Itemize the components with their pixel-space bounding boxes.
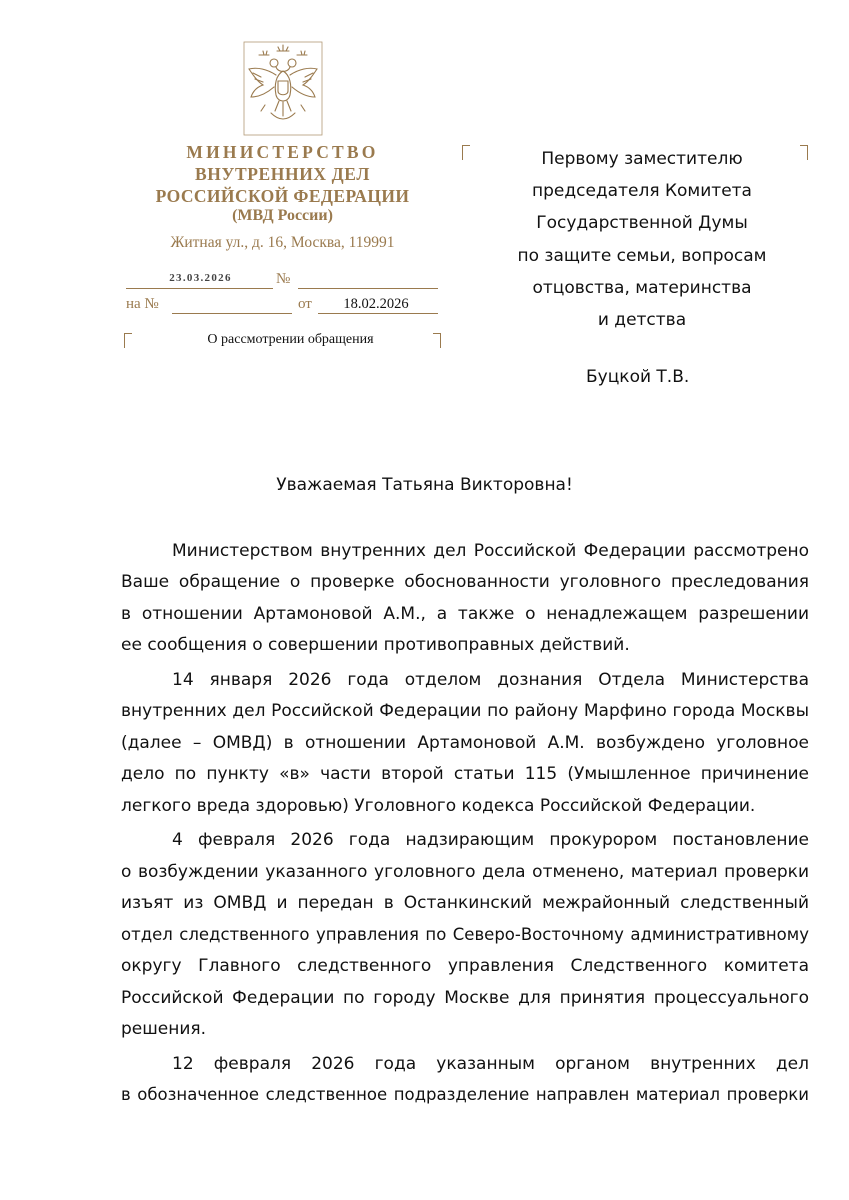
body-line: Ваше обращение о проверке обоснованности уголовного преследования [121,572,809,592]
body-line: Российской Федерации по городу Москве для принятия процессуального [121,988,809,1008]
recipient-line: председателя Комитета [532,181,752,202]
number-field-line [298,288,438,289]
body-line: округу Главного следственного управления Следственного комитета [121,956,809,976]
ministry-name-line-3: РОССИЙСКОЙ ФЕДЕРАЦИИ [155,186,410,206]
recipient-bracket-left [462,145,470,160]
reference-date: 18.02.2026 [343,296,409,312]
body-line: дело по пункту «в» части второй статьи 115 (Умышленное причинение [121,764,809,784]
reference-date-field-line [318,313,438,314]
reference-number-field-line [172,313,292,314]
recipient-line: и детства [597,310,687,331]
recipient-line: Первому заместителю [541,149,743,169]
ministry-name-line-1: МИНИСТЕРСТВО [186,142,379,162]
reference-number-label: на № [126,296,159,312]
recipient-bracket-right [800,145,808,160]
body-line: ее сообщения о совершении противоправных действий. [121,635,630,655]
body-line: легкого вреда здоровью) Уголовного кодекса Российской Федерации. [121,796,756,816]
subject-bracket-right [433,333,441,348]
body-line: Министерством внутренних дел Российской Федерации рассмотрено [172,541,809,561]
date-field-line [126,288,273,289]
ministry-short-name: (МВД России) [232,207,333,224]
ministry-name-line-2: ВНУТРЕННИХ ДЕЛ [195,164,370,184]
recipient-name: Буцкой Т.В. [586,367,690,387]
coat-of-arms-emblem [243,41,323,136]
body-line: внутренних дел Российской Федерации по району Марфино города Москвы [121,701,809,721]
body-line: 12 февраля 2026 года указанным органом внутренних дел [172,1054,809,1074]
recipient-block [490,143,794,336]
body-line: решения. [121,1019,207,1039]
registration-date: 23.03.2026 [169,272,232,284]
recipient-line: отцовства, материнства [532,277,752,298]
body-line: (далее – ОМВД) в отношении Артамоновой А.М. возбуждено уголовное [121,733,809,753]
body-line: 4 февраля 2026 года надзирающим прокурором постановление [172,830,809,850]
body-line: в отношении Артамоновой А.М., а также о ненадлежащем разрешении [121,604,809,624]
subject-bracket-left [124,333,132,348]
body-line: в обозначенное следственное подразделение направлен материал проверки [121,1085,809,1104]
ministry-address: Житная ул., д. 16, Москва, 119991 [170,234,395,251]
letter-subject: О рассмотрении обращения [207,332,374,347]
number-label: № [276,271,291,287]
salutation: Уважаемая Татьяна Викторовна! [276,475,573,495]
body-line: изъят из ОМВД и передан в Останкинский межрайонный следственный [121,893,809,913]
recipient-line: Государственной Думы [536,213,748,234]
body-line: отдел следственного управления по Северо-Восточному административному [121,925,809,944]
body-line: 14 января 2026 года отделом дознания Отдела Министерства [172,670,809,690]
body-line: о возбуждении указанного уголовного дела отменено, материал проверки [121,862,809,882]
recipient-line: по защите семьи, вопросам [517,245,767,266]
reference-from-label: от [298,296,312,312]
